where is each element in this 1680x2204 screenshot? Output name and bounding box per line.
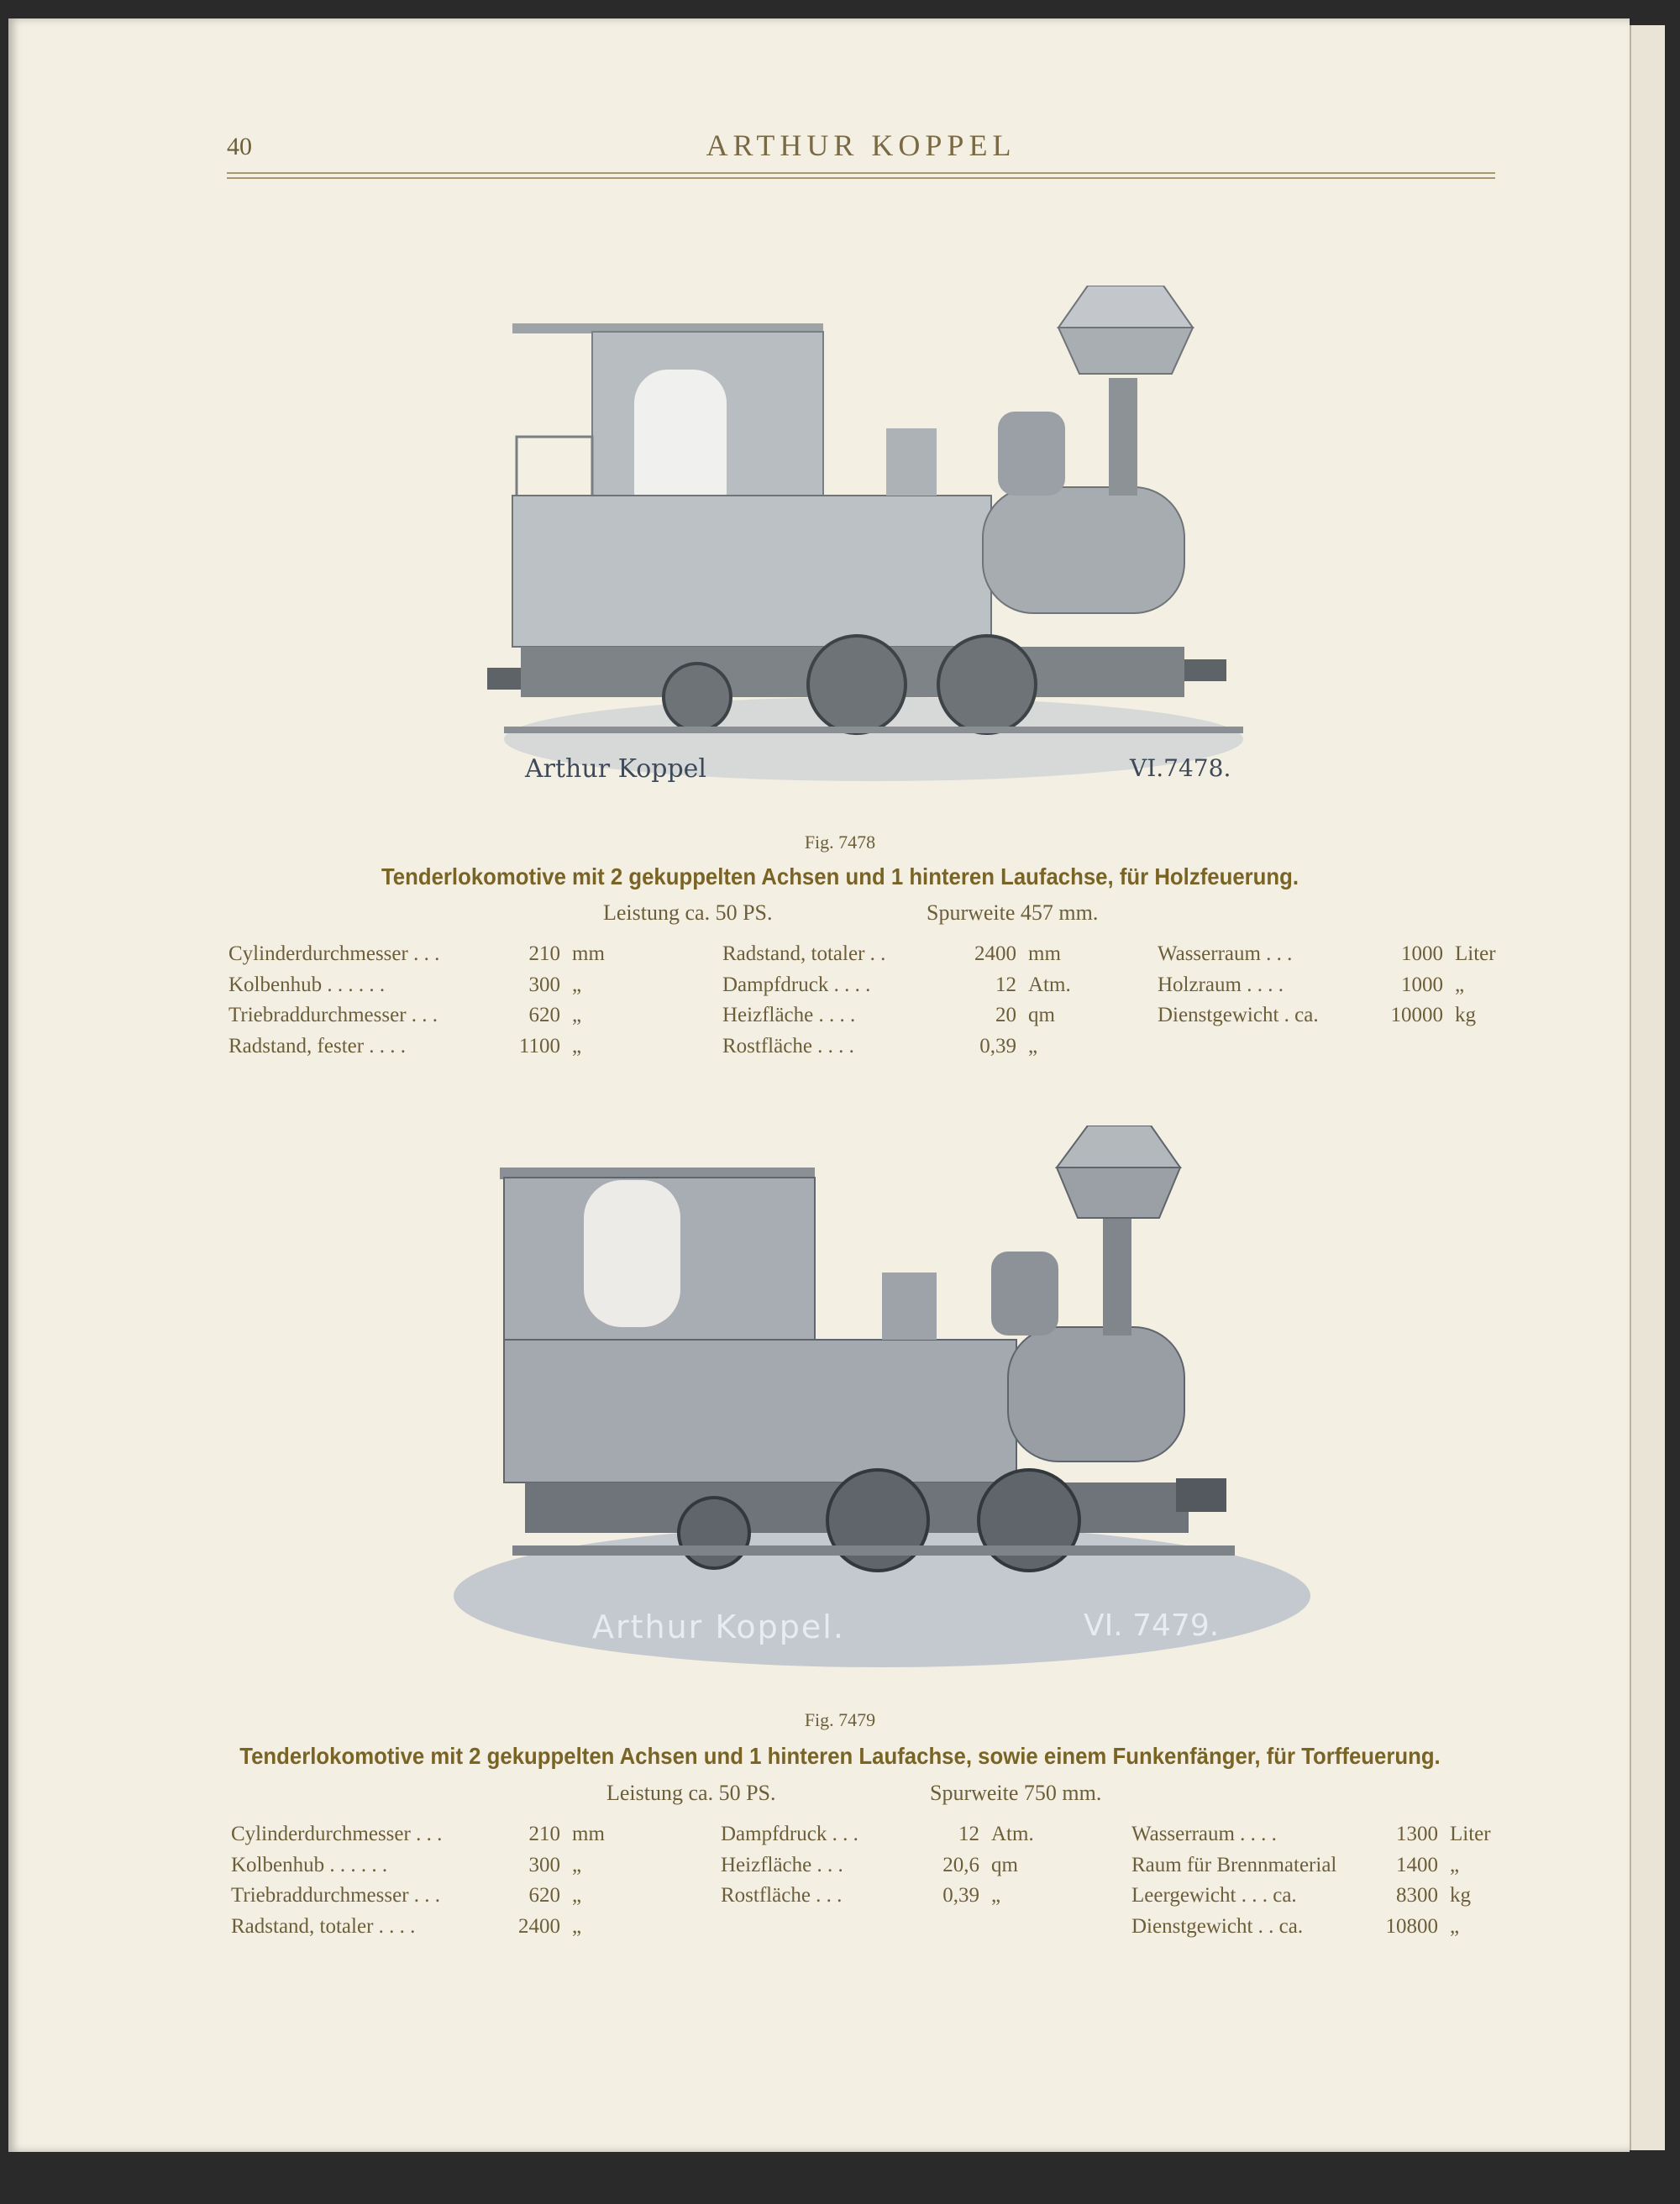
spec-value: 210 — [528, 1823, 560, 1845]
spec-row — [228, 1004, 648, 1031]
spec-unit: „ — [1450, 1914, 1460, 1938]
spec-value: 10000 — [1390, 1004, 1443, 1026]
spec-name: Kolbenhub . . . . . . — [231, 1853, 388, 1876]
spec-unit: Liter — [1450, 1823, 1491, 1845]
spec-row — [721, 1823, 1107, 1850]
spec-value: 300 — [528, 973, 560, 996]
spec-unit: „ — [991, 1884, 1001, 1907]
spec-name: Dienstgewicht . . ca. — [1131, 1914, 1304, 1938]
fig-label-7478: Fig. 7478 — [804, 832, 876, 853]
spec-unit: „ — [1028, 1034, 1038, 1057]
spec-value: 1300 — [1396, 1823, 1438, 1845]
spec-row — [722, 1004, 1109, 1031]
plate-label-left: Arthur Koppel — [525, 754, 707, 784]
spec-unit: kg — [1455, 1004, 1476, 1026]
page-number: 40 — [227, 133, 252, 160]
spec-name: Rostfläche . . . . — [722, 1034, 854, 1057]
header-rule-bottom — [227, 177, 1495, 179]
caption-7479: Tenderlokomotive mit 2 gekuppelten Achsen und 1 hinteren Laufachse, sowie einem Funkenfänger, für Torffeuerung. — [239, 1743, 1441, 1769]
spec-name: Raum für Brennmaterial — [1131, 1853, 1337, 1876]
plate-label-right: VI. 7479. — [1084, 1608, 1220, 1643]
spec-unit: „ — [1450, 1853, 1460, 1876]
spec-row — [1131, 1854, 1501, 1881]
spec-name: Rostfläche . . . — [721, 1884, 843, 1907]
spec-unit: qm — [1028, 1004, 1055, 1026]
spec-unit: mm — [572, 1823, 605, 1845]
spec-value: 1000 — [1401, 973, 1443, 996]
leistung-7479: Leistung ca. 50 PS. — [606, 1781, 776, 1805]
spec-value: 620 — [528, 1884, 560, 1907]
locomotive-photo-7479 — [437, 1126, 1327, 1671]
spec-unit: „ — [572, 1004, 582, 1026]
spec-row — [231, 1884, 651, 1911]
spec-unit: „ — [572, 1914, 582, 1938]
spec-row — [231, 1823, 651, 1850]
spec-unit: „ — [572, 1034, 582, 1057]
spec-name: Radstand, totaler . . . . — [231, 1914, 416, 1938]
spec-row — [1158, 1004, 1510, 1031]
spec-row — [1131, 1823, 1501, 1850]
spec-value: 10800 — [1385, 1914, 1438, 1938]
spec-name: Wasserraum . . . . — [1131, 1823, 1277, 1845]
spurweite-7479: Spurweite 750 mm. — [930, 1781, 1102, 1805]
spec-row — [228, 973, 648, 1000]
spec-name: Leergewicht . . . ca. — [1131, 1884, 1297, 1907]
header-rule-top — [227, 172, 1495, 174]
page-title: ARTHUR KOPPEL — [706, 129, 1016, 162]
spec-value: 0,39 — [942, 1884, 979, 1907]
caption-7478: Tenderlokomotive mit 2 gekuppelten Achsen und 1 hinteren Laufachse, für Holzfeuerung. — [381, 863, 1299, 889]
spec-row — [1158, 973, 1510, 1000]
spec-value: 210 — [528, 942, 560, 965]
spec-name: Wasserraum . . . — [1158, 942, 1293, 965]
spec-unit: Atm. — [1028, 973, 1071, 996]
spec-unit: kg — [1450, 1884, 1471, 1907]
spec-row — [722, 973, 1109, 1000]
spec-row — [722, 942, 1109, 969]
spec-name: Cylinderdurchmesser . . . — [231, 1823, 443, 1845]
spec-name: Dampfdruck . . . — [721, 1823, 858, 1845]
plate-label-right: VI.7478. — [1130, 754, 1231, 782]
plate-label-left: Arthur Koppel. — [592, 1608, 845, 1645]
spurweite-7478: Spurweite 457 mm. — [927, 900, 1099, 925]
spec-value: 2400 — [518, 1914, 560, 1938]
spec-row — [1158, 942, 1510, 969]
spec-row — [721, 1884, 1107, 1911]
page-edge — [1630, 25, 1665, 2150]
spec-name: Triebraddurchmesser . . . — [231, 1884, 441, 1907]
spec-unit: „ — [572, 1884, 582, 1907]
spec-value: 1000 — [1401, 942, 1443, 965]
spec-row — [1131, 1915, 1501, 1942]
spec-unit: mm — [572, 942, 605, 965]
spec-unit: „ — [1455, 973, 1465, 996]
spec-row — [231, 1915, 651, 1942]
spec-value: 1400 — [1396, 1853, 1438, 1876]
spec-unit: qm — [991, 1853, 1018, 1876]
spec-value: 8300 — [1396, 1884, 1438, 1907]
spec-row — [228, 942, 648, 969]
spec-row — [231, 1854, 651, 1881]
fig-label-7479: Fig. 7479 — [804, 1709, 876, 1730]
spec-value: 2400 — [974, 942, 1016, 965]
spec-name: Dienstgewicht . ca. — [1158, 1004, 1319, 1026]
spec-value: 620 — [528, 1004, 560, 1026]
spec-value: 12 — [958, 1823, 979, 1845]
spec-value: 20,6 — [942, 1853, 979, 1876]
spec-row — [1131, 1884, 1501, 1911]
locomotive-photo-7478 — [470, 286, 1285, 798]
spec-unit: „ — [572, 973, 582, 996]
spec-name: Heizfläche . . . — [721, 1853, 843, 1876]
spec-value: 300 — [528, 1853, 560, 1876]
spec-unit: „ — [572, 1853, 582, 1876]
spec-unit: Atm. — [991, 1823, 1034, 1845]
spec-value: 0,39 — [979, 1034, 1016, 1057]
spec-name: Cylinderdurchmesser . . . — [228, 942, 440, 965]
spec-name: Holzraum . . . . — [1158, 973, 1284, 996]
spec-name: Triebraddurchmesser . . . — [228, 1004, 438, 1026]
spec-row — [228, 1035, 648, 1062]
spec-name: Heizfläche . . . . — [722, 1004, 856, 1026]
spec-row — [721, 1854, 1107, 1881]
spec-value: 20 — [995, 1004, 1016, 1026]
spec-unit: mm — [1028, 942, 1061, 965]
spec-name: Kolbenhub . . . . . . — [228, 973, 386, 996]
spec-value: 12 — [995, 973, 1016, 996]
spec-unit: Liter — [1455, 942, 1496, 965]
spec-name: Dampfdruck . . . . — [722, 973, 871, 996]
spec-value: 1100 — [518, 1034, 560, 1057]
spec-name: Radstand, fester . . . . — [228, 1034, 407, 1057]
leistung-7478: Leistung ca. 50 PS. — [603, 900, 773, 925]
spec-row — [722, 1035, 1109, 1062]
spec-name: Radstand, totaler . . — [722, 942, 886, 965]
